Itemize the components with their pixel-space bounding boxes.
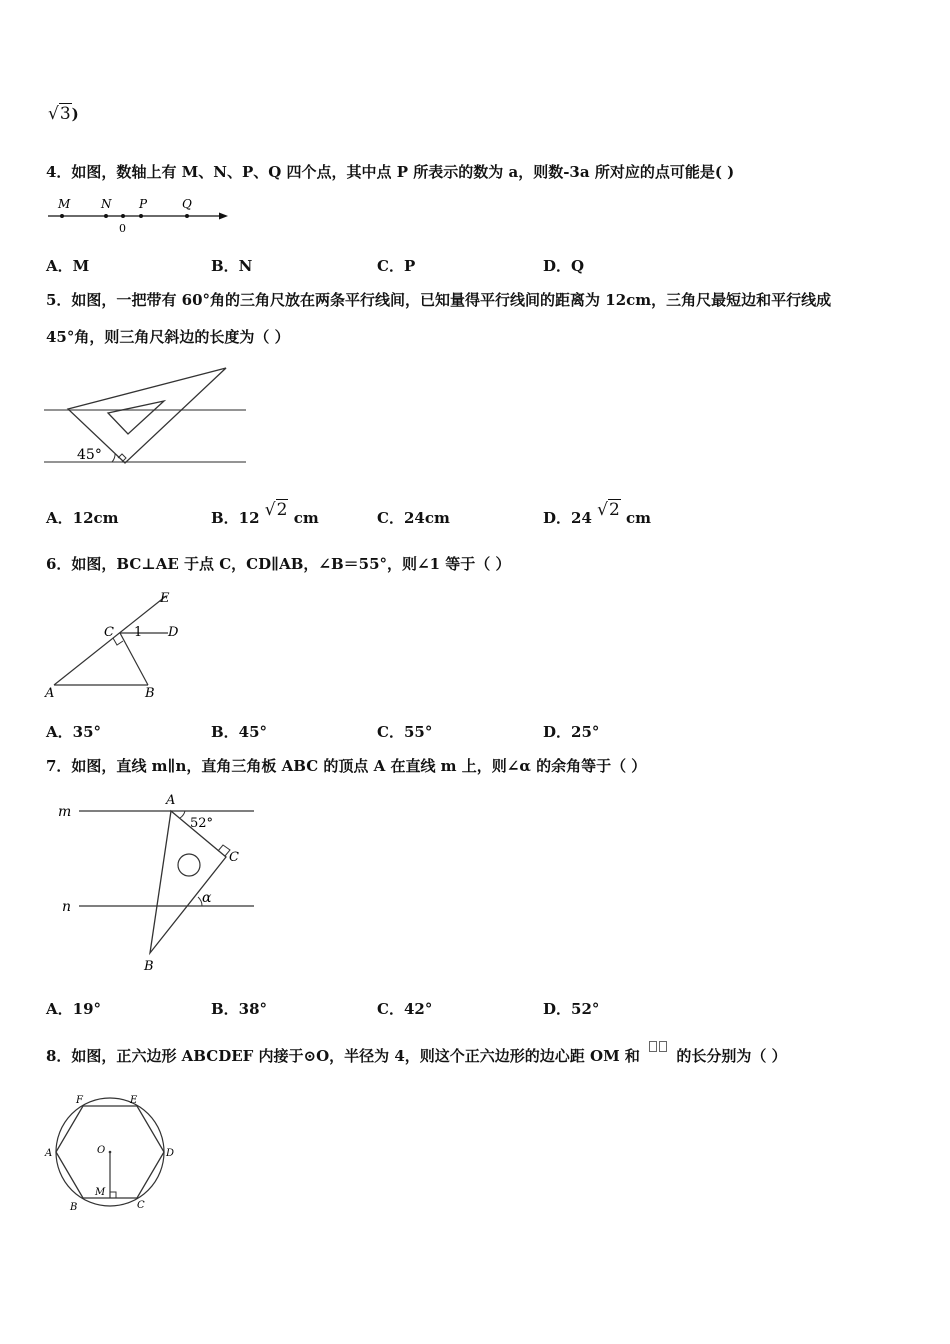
label-C: C [137,1200,145,1211]
q6-option-c: C．55° [377,723,433,741]
hexagon-figure [40,1092,180,1217]
number-line-figure [44,196,244,236]
label-P: P [139,197,148,211]
label-B: B [145,686,155,700]
sqrt-symbol: √2 [264,500,288,520]
label-m: m [58,804,72,820]
label-zero: 0 [119,222,126,235]
question-8-text: 8．如图，正六边形 ABCDEF 内接于⊙O，半径为 4，则这个正六边形的边心距 OM 和 的长分别为（ ） [46,1045,787,1066]
question-5-line-2: 45°角，则三角尺斜边的长度为（ ） [46,328,290,346]
q7-option-d: D．52° [543,1000,600,1018]
label-C: C [229,850,239,865]
label-O: O [97,1145,106,1156]
q7-option-a: A．19° [46,1000,102,1018]
q7-option-b: B．38° [211,1000,268,1018]
parallel-lines-figure [52,790,272,975]
label-N: N [101,197,112,211]
label-B: B [70,1202,78,1213]
q6-option-d: D．25° [543,723,600,741]
question-5-line-1: 5．如图，一把带有 60°角的三角尺放在两条平行线间，已知量得平行线间的距离为 12cm，三角尺最短边和平行线成 [46,291,832,309]
label-M: M [58,197,71,211]
label-A: A [166,793,176,808]
q6-option-b: B．45° [211,723,268,741]
q7-option-c: C．42° [377,1000,433,1018]
sqrt-symbol: √2 [597,500,620,520]
angle-52-label: 52° [190,816,214,831]
question-4-text: 4．如图，数轴上有 M、N、P、Q 四个点，其中点 P 所表示的数为 a，则数-3a 所对应的点可能是( ) [46,163,735,181]
q4-option-d: D．Q [543,257,585,275]
angle-45-label: 45° [77,447,102,463]
q4-option-b: B．N [211,257,253,275]
label-F: F [76,1095,83,1106]
label-1: 1 [134,625,143,640]
top-fragment: √3) [48,104,79,124]
q5-option-c: C．24cm [377,509,450,527]
label-A: A [45,686,55,700]
set-square-figure [44,365,250,469]
question-7-text: 7．如图，直线 m∥n，直角三角板 ABC 的顶点 A 在直线 m 上，则∠α 的余角等于（ ） [46,757,647,775]
label-E: E [160,591,170,606]
label-C: C [104,625,114,640]
label-A: A [45,1148,53,1159]
label-alpha: α [202,890,212,906]
label-E: E [130,1095,138,1106]
label-B: B [144,959,154,974]
q4-option-a: A．M [46,257,90,275]
q4-option-c: C．P [377,257,416,275]
question-6-text: 6．如图，BC⊥AE 于点 C，CD∥AB，∠B＝55°，则∠1 等于（ ） [46,555,511,573]
sqrt-symbol: √3 [48,104,71,124]
missing-glyph-icon [649,1038,667,1056]
label-D: D [168,625,179,640]
label-n: n [62,899,72,915]
perpendicular-figure [44,590,194,700]
q5-option-a: A．12cm [46,509,119,527]
q5-option-d: D．24 √2 cm [543,500,652,527]
label-Q: Q [182,197,192,211]
label-D: D [166,1148,175,1159]
q6-option-a: A．35° [46,723,102,741]
q5-option-b: B．12 √2 cm [211,500,319,527]
label-M: M [95,1187,106,1198]
